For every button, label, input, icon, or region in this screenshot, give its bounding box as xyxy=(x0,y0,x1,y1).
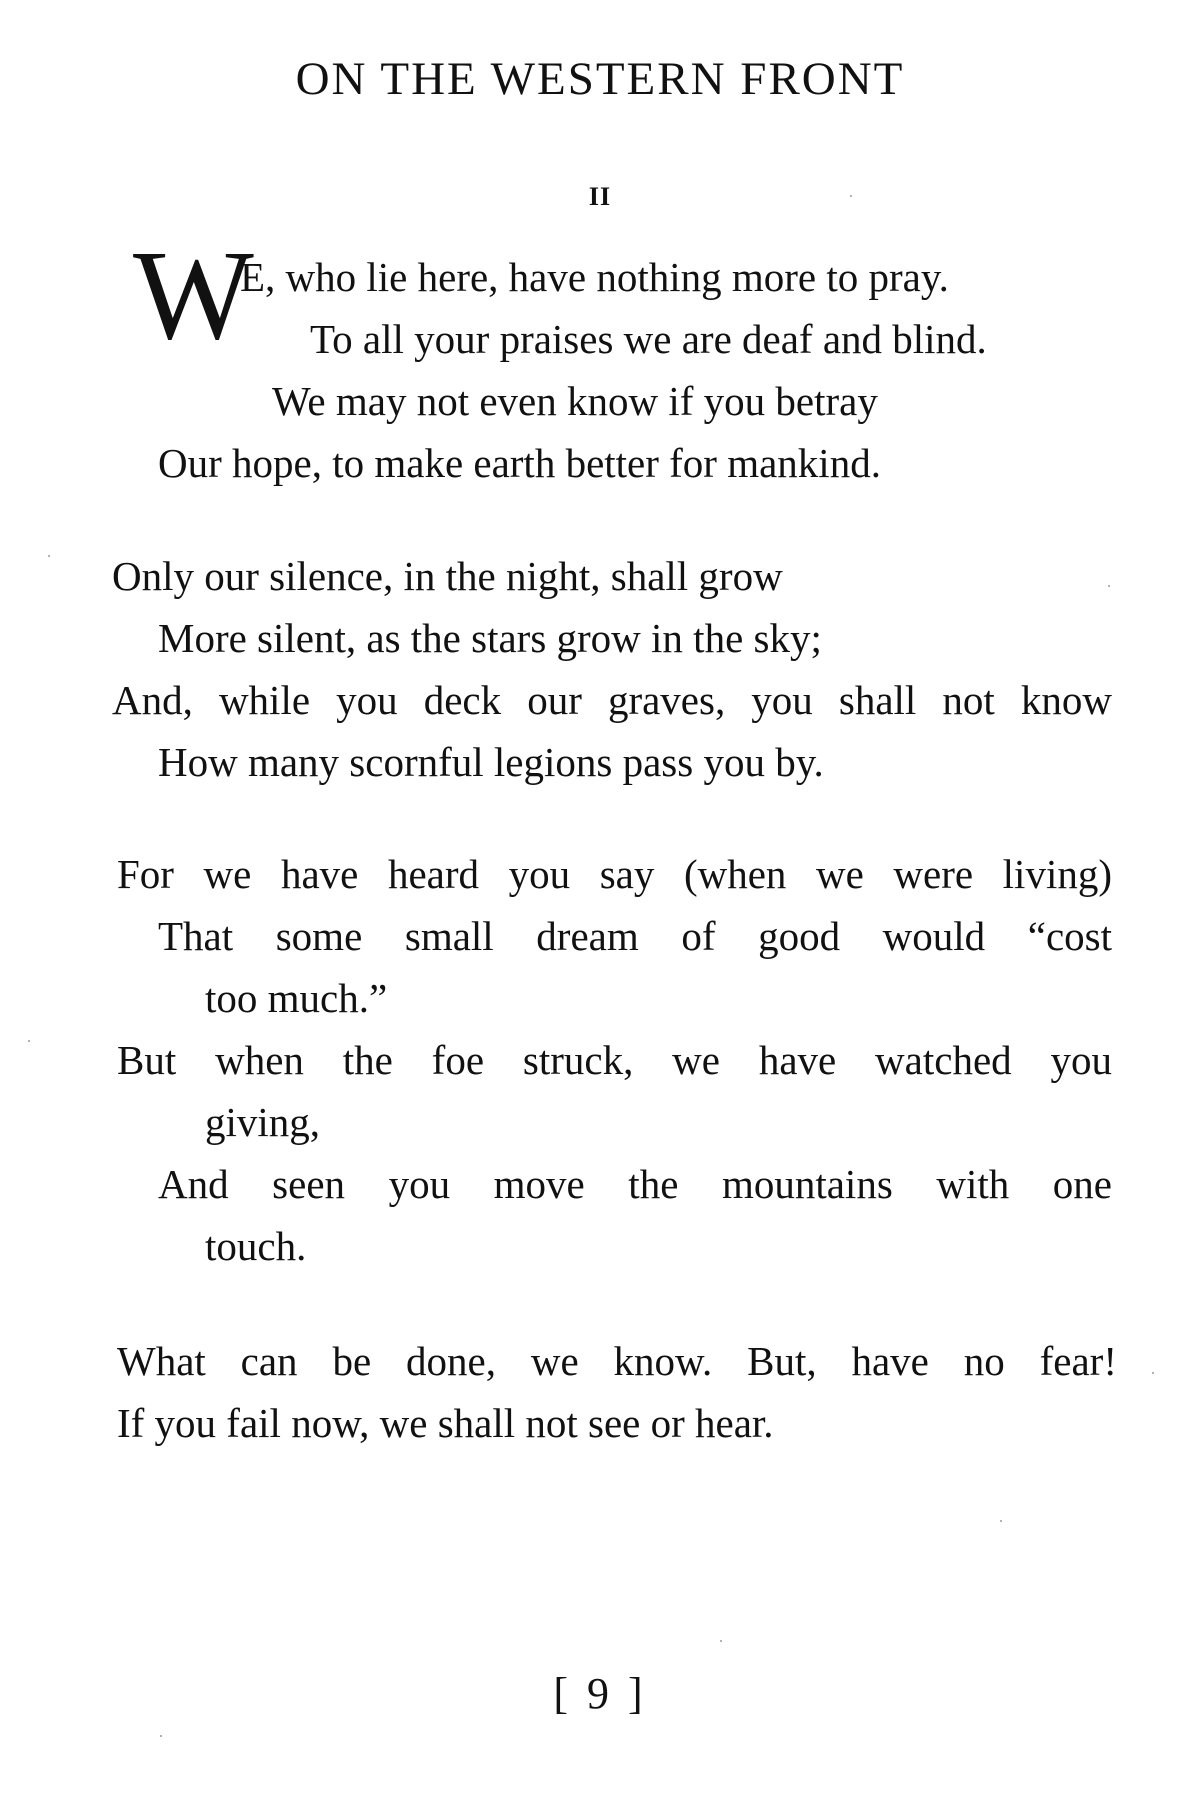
paper-speck xyxy=(48,555,50,557)
paper-speck xyxy=(160,1735,162,1737)
poem-line: To all your praises we are deaf and blind. xyxy=(310,316,987,362)
poem-line: But when the foe struck, we have watched you xyxy=(117,1037,1112,1083)
poem-line: And seen you move the mountains with one xyxy=(158,1161,1112,1207)
poem-line: More silent, as the stars grow in the sky; xyxy=(158,615,822,661)
paper-speck xyxy=(28,1040,30,1042)
paper-speck xyxy=(1108,585,1110,587)
poem-line: And, while you deck our graves, you shall not know xyxy=(112,677,1112,723)
poem-line: That some small dream of good would “cost xyxy=(158,913,1112,959)
poem-line: What can be done, we know. But, have no fear! xyxy=(117,1338,1117,1384)
section-number: II xyxy=(588,182,612,211)
poem-line: How many scornful legions pass you by. xyxy=(158,739,824,785)
poem-line: too much.” xyxy=(205,975,388,1021)
page-number: [ 9 ] xyxy=(553,1669,647,1718)
poem-line: Our hope, to make earth better for mankind. xyxy=(158,440,881,486)
poem-line: E, who lie here, have nothing more to pray. xyxy=(240,254,949,300)
paper-speck xyxy=(850,195,852,197)
running-head: ON THE WESTERN FRONT xyxy=(295,53,905,105)
poem-line: If you fail now, we shall not see or hear. xyxy=(117,1400,774,1446)
poem-line: For we have heard you say (when we were living) xyxy=(117,851,1112,897)
poem-line: touch. xyxy=(205,1223,307,1269)
drop-cap: W xyxy=(133,224,254,366)
poem-line: Only our silence, in the night, shall grow xyxy=(112,553,783,599)
paper-speck xyxy=(1152,1372,1154,1374)
paper-speck xyxy=(1000,1520,1002,1522)
poem-line: We may not even know if you betray xyxy=(272,378,878,424)
paper-speck xyxy=(720,1640,722,1642)
poem-line: giving, xyxy=(205,1099,321,1145)
